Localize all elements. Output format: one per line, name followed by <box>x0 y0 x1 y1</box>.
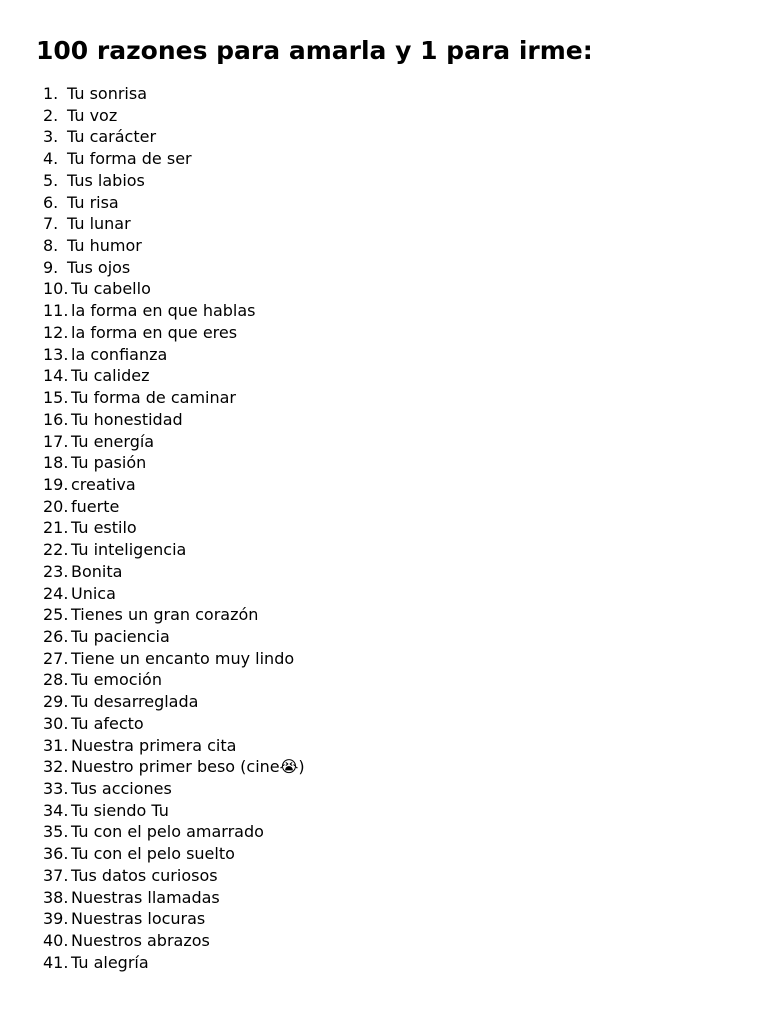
list-item-number: 36. <box>43 844 69 864</box>
list-item-number: 23. <box>43 561 69 581</box>
list-item <box>43 257 305 279</box>
list-item <box>43 843 305 865</box>
list-item-number: 29. <box>43 692 69 712</box>
list-item-number: 10. <box>43 279 69 299</box>
list-item <box>43 105 305 127</box>
list-item <box>43 170 305 192</box>
list-item-text: Tu desarreglada <box>71 692 199 712</box>
list-item <box>43 474 305 496</box>
list-item-number: 1. <box>43 84 59 103</box>
list-item-text: Tu afecto <box>71 713 144 733</box>
list-item-text: Tu calidez <box>71 366 150 386</box>
list-item <box>43 387 305 409</box>
list-item-number: 9. <box>43 257 59 277</box>
list-item <box>43 83 305 105</box>
list-item-number: 12. <box>43 322 69 342</box>
list-item-number: 19. <box>43 474 69 494</box>
list-item-text: Nuestras locuras <box>71 909 206 929</box>
list-item-number: 6. <box>43 192 59 212</box>
list-item-number: 4. <box>43 149 59 169</box>
list-item <box>43 561 305 583</box>
list-item-number: 30. <box>43 713 69 733</box>
list-item <box>43 865 305 887</box>
list-item <box>43 126 305 148</box>
list-item-text: Bonita <box>71 561 123 581</box>
list-item-number: 11. <box>43 301 69 321</box>
list-item <box>43 626 305 648</box>
list-item-text: Tu humor <box>67 236 142 256</box>
list-item-number: 8. <box>43 236 59 256</box>
list-item-text: fuerte <box>71 496 120 516</box>
list-item-text: Tu con el pelo suelto <box>71 844 235 864</box>
list-item-text: Tus datos curiosos <box>71 865 218 885</box>
list-item-number: 41. <box>43 952 69 972</box>
list-item <box>43 669 305 691</box>
list-item-text: Tu paciencia <box>71 626 170 646</box>
list-item-number: 35. <box>43 822 69 842</box>
list-item <box>43 235 305 257</box>
list-item-number: 24. <box>43 583 69 603</box>
list-item-text: Tu carácter <box>67 127 157 147</box>
list-item-text: Nuestros abrazos <box>71 931 210 951</box>
list-item-number: 27. <box>43 648 69 668</box>
list-item <box>43 713 305 735</box>
list-item-text: Nuestras llamadas <box>71 887 220 907</box>
list-item-number: 16. <box>43 409 69 429</box>
list-item <box>43 452 305 474</box>
list-item <box>43 887 305 909</box>
list-item-text: Tu lunar <box>67 214 131 234</box>
list-item-number: 34. <box>43 800 69 820</box>
list-item-number: 28. <box>43 670 69 690</box>
list-item-number: 15. <box>43 388 69 408</box>
list-item <box>43 496 305 518</box>
list-item-text: creativa <box>71 474 136 494</box>
list-item-text: Tu alegría <box>71 952 149 972</box>
list-item <box>43 778 305 800</box>
reasons-list <box>43 83 305 973</box>
list-item-number: 39. <box>43 909 69 929</box>
list-item <box>43 278 305 300</box>
list-item <box>43 517 305 539</box>
list-item <box>43 821 305 843</box>
list-item <box>43 756 305 778</box>
list-item-text: Tu pasión <box>71 453 147 473</box>
list-item-text: Nuestra primera cita <box>71 735 237 755</box>
list-item-number: 32. <box>43 757 69 777</box>
page-title: 100 razones para amarla y 1 para irme: <box>36 36 593 65</box>
list-item-text: Tu honestidad <box>71 409 183 429</box>
list-item-number: 40. <box>43 931 69 951</box>
list-item-number: 22. <box>43 540 69 560</box>
list-item <box>43 300 305 322</box>
list-item-number: 17. <box>43 431 69 451</box>
list-item <box>43 735 305 757</box>
list-item-text: la confianza <box>71 344 168 364</box>
list-item-text: Tu estilo <box>71 518 137 538</box>
list-item-number: 20. <box>43 496 69 516</box>
list-item-number: 14. <box>43 366 69 386</box>
list-item-text: Tu energía <box>71 431 155 451</box>
list-item-text: Tienes un gran corazón <box>71 605 259 625</box>
list-item-number: 18. <box>43 453 69 473</box>
list-item-number: 7. <box>43 214 59 234</box>
list-item-text: Tu con el pelo amarrado <box>71 822 264 842</box>
list-item-number: 38. <box>43 887 69 907</box>
list-item-text: Tu voz <box>67 105 118 125</box>
list-item <box>43 583 305 605</box>
list-item-number: 33. <box>43 779 69 798</box>
list-item-text: Tu sonrisa <box>67 84 147 103</box>
list-item-number: 3. <box>43 127 59 147</box>
list-item <box>43 648 305 670</box>
list-item <box>43 213 305 235</box>
list-item <box>43 322 305 344</box>
list-item-text: Tu emoción <box>71 670 162 690</box>
list-item-number: 26. <box>43 626 69 646</box>
list-item-number: 37. <box>43 865 69 885</box>
list-item-text: Tus acciones <box>71 779 172 798</box>
list-item-text: Tu forma de caminar <box>71 388 237 408</box>
list-item-text: Tus ojos <box>67 257 131 277</box>
list-item-text: Unica <box>71 583 116 603</box>
list-item <box>43 604 305 626</box>
list-item <box>43 930 305 952</box>
list-item <box>43 691 305 713</box>
list-item-number: 21. <box>43 518 69 538</box>
list-item <box>43 365 305 387</box>
list-item-text: Tu cabello <box>71 279 151 299</box>
list-item <box>43 148 305 170</box>
list-item <box>43 952 305 974</box>
list-item-number: 2. <box>43 105 59 125</box>
list-item-number: 25. <box>43 605 69 625</box>
list-item-text: Tu risa <box>67 192 119 212</box>
list-item <box>43 409 305 431</box>
list-item <box>43 539 305 561</box>
list-item <box>43 192 305 214</box>
list-item-number: 5. <box>43 170 59 190</box>
list-item-number: 13. <box>43 344 69 364</box>
list-item-text: Tus labios <box>67 170 145 190</box>
list-item-text: Tu siendo Tu <box>71 800 169 820</box>
list-item-text: la forma en que eres <box>71 322 238 342</box>
list-item-text: Tu forma de ser <box>67 149 192 169</box>
list-item-text: Nuestro primer beso (cine😭) <box>71 757 305 777</box>
list-item <box>43 800 305 822</box>
list-item <box>43 344 305 366</box>
list-item <box>43 908 305 930</box>
list-item-text: Tu inteligencia <box>71 540 187 560</box>
list-item <box>43 431 305 453</box>
list-item-text: Tiene un encanto muy lindo <box>71 648 295 668</box>
list-item-number: 31. <box>43 735 69 755</box>
list-item-text: la forma en que hablas <box>71 301 256 321</box>
